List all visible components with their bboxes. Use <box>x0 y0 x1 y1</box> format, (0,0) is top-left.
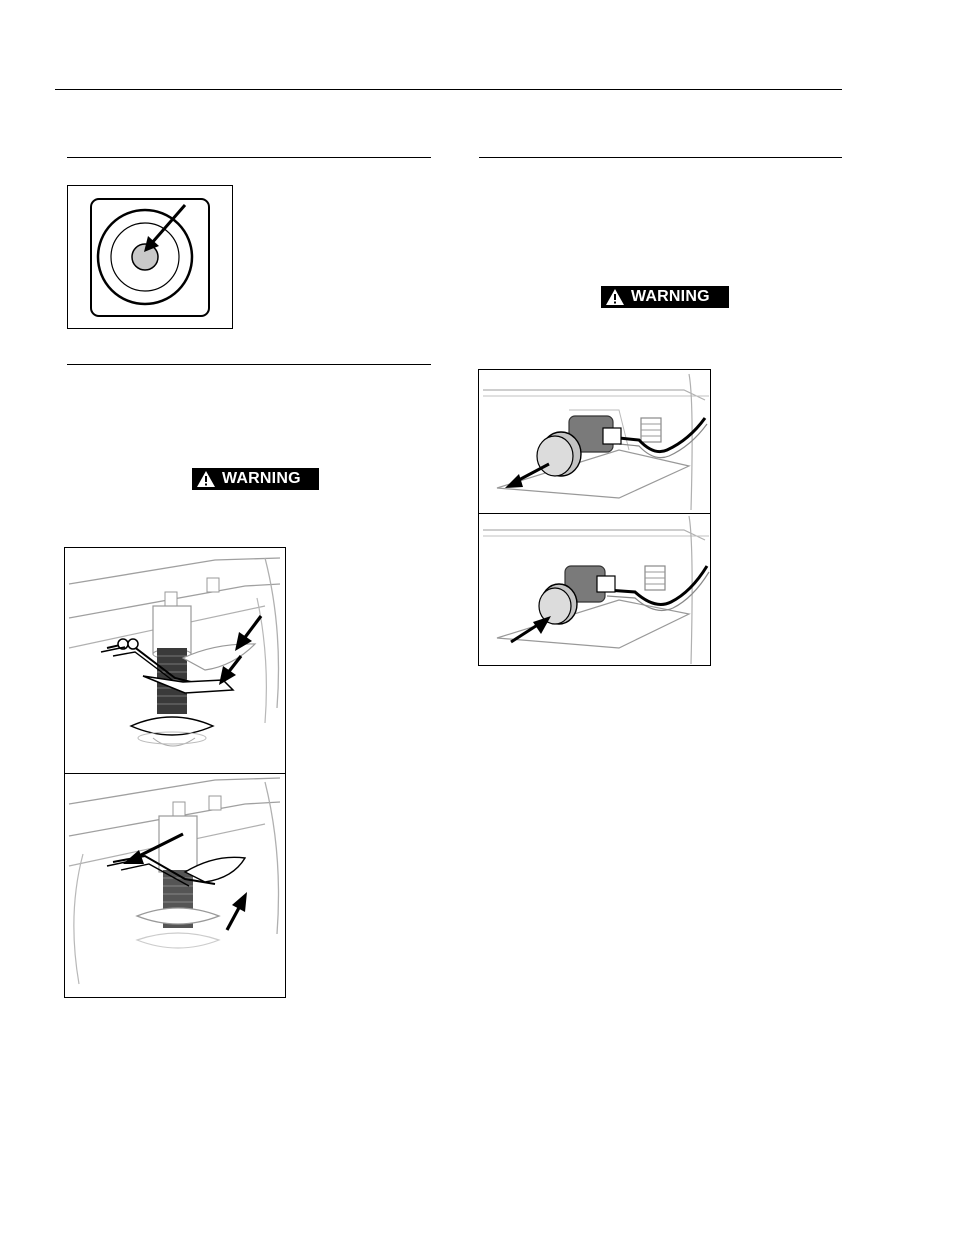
jack-foot-illustration <box>65 774 285 998</box>
jack-foot-figure <box>64 547 286 998</box>
warning-label-right <box>601 286 729 308</box>
jack-foot-illustration <box>65 548 285 773</box>
section-rule-left-1 <box>67 157 431 158</box>
indicator-figure <box>67 185 233 329</box>
knob-figure <box>478 369 711 666</box>
warning-text-left: WARNING <box>222 470 301 487</box>
header-rule <box>55 89 842 90</box>
section-rule-right-1 <box>479 157 842 158</box>
warning-label-left <box>192 468 319 490</box>
warning-triangle-icon <box>196 470 216 488</box>
pull-knob-illustration <box>479 514 710 666</box>
warning-triangle-icon <box>605 288 625 306</box>
section-rule-left-2 <box>67 364 431 365</box>
warning-text-right: WARNING <box>631 288 710 305</box>
pull-knob-illustration <box>479 370 710 513</box>
indicator-light-icon <box>68 186 232 328</box>
